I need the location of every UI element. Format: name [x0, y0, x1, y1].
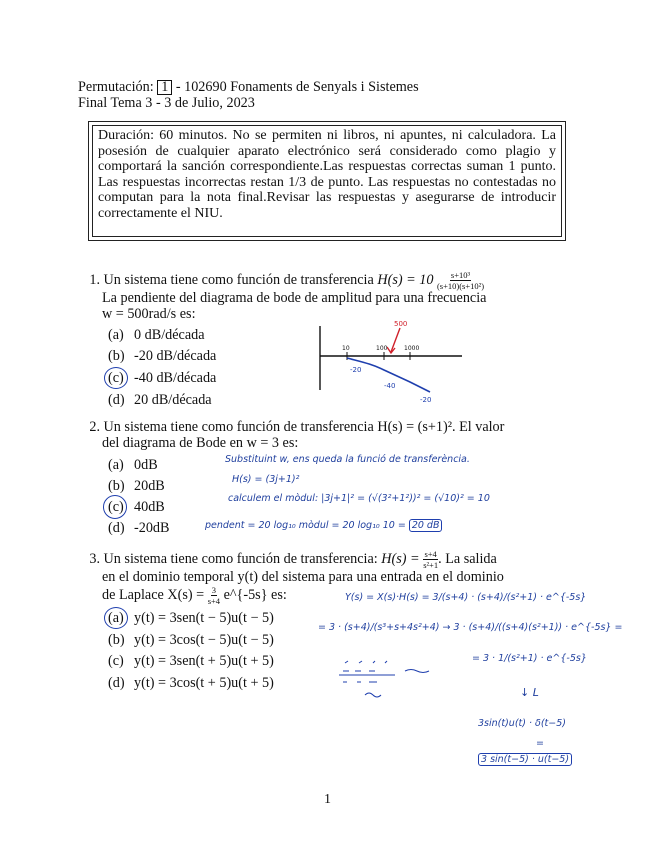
tf-numerator: s+4	[424, 549, 437, 559]
handwritten-note: = 3 · 1/(s²+1) · e^{-5s}	[472, 653, 587, 664]
handwritten-note: calculem el mòdul: |3j+1|² = (√(3²+1²))² = (√10)² = 10	[228, 493, 490, 504]
bode-sketch	[312, 318, 472, 404]
option-letter: (d)	[108, 675, 125, 691]
tf-numerator: s+10³	[450, 270, 471, 280]
sketch-slope-3: -20	[420, 396, 432, 404]
option-a[interactable]	[108, 457, 158, 473]
question-number: 1.	[89, 271, 100, 288]
option-b[interactable]	[108, 348, 216, 364]
option-d[interactable]	[108, 675, 274, 691]
option-text: -20dB	[134, 520, 170, 536]
option-letter: (d)	[108, 392, 125, 408]
x-fraction	[208, 585, 220, 606]
option-b[interactable]	[108, 478, 165, 494]
handwritten-boxed-answer: 3 sin(t−5) · u(t−5)	[478, 753, 572, 766]
option-a[interactable]	[108, 610, 274, 626]
option-text: -20 dB/década	[134, 348, 217, 364]
tf-denominator: s²+1	[423, 560, 439, 570]
question-text: e^{-5s} es:	[223, 586, 287, 603]
option-a[interactable]	[108, 327, 205, 343]
question-1	[78, 270, 484, 291]
question-text: de Laplace X(s) =	[102, 586, 205, 603]
tf-lhs: H(s) = 10	[377, 271, 434, 288]
sketch-label-100: 100	[376, 345, 388, 352]
handwritten-final-answer	[478, 754, 572, 765]
tf-fraction	[437, 270, 484, 291]
question-text: La pendiente del diagrama de bode de amplitud para una frecuencia	[102, 290, 487, 306]
question-text: del diagrama de Bode en w = 3 es:	[102, 435, 299, 451]
option-text: 0 dB/década	[134, 327, 205, 343]
option-letter: (c)	[108, 499, 124, 515]
exam-header-line1	[78, 79, 419, 95]
sketch-label-10: 10	[342, 345, 350, 352]
option-letter: (d)	[108, 520, 125, 536]
option-text: 40dB	[134, 499, 165, 515]
sketch-slope-1: -20	[350, 366, 362, 374]
instructions-box	[88, 121, 566, 241]
question-text: Un sistema tiene como función de transferencia:	[103, 550, 382, 567]
sketch-slope-2: -40	[384, 382, 396, 390]
question-text: . La salida	[438, 550, 497, 567]
sketch-label-1000: 1000	[404, 345, 420, 352]
option-d[interactable]	[108, 520, 169, 536]
handwritten-note: Substituint w, ens queda la funció de transferència.	[225, 454, 470, 465]
page-number: 1	[324, 792, 331, 807]
question-text-line3	[102, 585, 287, 606]
option-d[interactable]	[108, 392, 212, 408]
handwritten-note: H(s) = (3j+1)²	[232, 474, 300, 485]
option-letter: (c)	[108, 653, 124, 669]
question-text: Un sistema tiene como función de transferencia	[103, 271, 378, 288]
option-letter: (a)	[108, 610, 124, 626]
option-letter: (a)	[108, 327, 124, 343]
selected-answer-circle	[103, 495, 127, 519]
tf-denominator: (s+10)(s+10²)	[436, 281, 485, 291]
option-letter: (c)	[108, 370, 124, 386]
permutation-number: 1	[157, 80, 172, 95]
selected-answer-circle	[104, 607, 128, 629]
x-numerator: 3	[211, 585, 216, 595]
question-text: w = 500rad/s es:	[102, 306, 196, 322]
handwritten-note: =	[536, 738, 544, 749]
tf-fraction	[423, 549, 438, 570]
sketch-label-500: 500	[394, 320, 408, 328]
handwritten-note: 3sin(t)u(t) · δ(t−5)	[478, 718, 566, 729]
option-letter: (a)	[108, 457, 124, 473]
x-denominator: s+4	[207, 596, 221, 606]
option-text: y(t) = 3cos(t + 5)u(t + 5)	[134, 675, 274, 691]
handwritten-text: pendent = 20 log₁₀ mòdul = 20 log₁₀ 10 =	[205, 520, 406, 531]
scribbled-work	[335, 655, 465, 703]
question-2	[78, 419, 504, 435]
tf-lhs: H(s) =	[381, 550, 420, 567]
handwritten-note: = 3 · (s+4)/(s³+s+4s²+4) → 3 · (s+4)/((s+4)(s²+1)) · e^{-5s} =	[318, 622, 623, 633]
option-letter: (b)	[108, 348, 125, 364]
handwritten-note	[205, 520, 442, 531]
option-c[interactable]	[108, 653, 274, 669]
option-text: 20dB	[134, 478, 165, 494]
course-title: - 102690 Fonaments de Senyals i Sistemes	[175, 79, 419, 95]
option-text: y(t) = 3cos(t − 5)u(t − 5)	[134, 632, 274, 648]
option-text: 20 dB/década	[134, 392, 212, 408]
instructions-text: Duración: 60 minutos. No se permiten ni libros, ni apuntes, ni calculadora. La posesión de cualquier aparato electrónico será considerado como plagio y comportará la sanción correspondiente.Las respuestas correctas suman 1 punto. Las respuestas incorrectas restan 1/3 de punto. Las respuestas no contestadas no computan para la nota final.Revisar las respuestas y asegurarse de introducir correctamente el NIU.	[92, 125, 562, 237]
permutation-label: Permutación:	[78, 79, 154, 95]
option-text: y(t) = 3sen(t + 5)u(t + 5)	[134, 653, 274, 669]
handwritten-note: ↓ L	[520, 686, 539, 699]
question-number: 2.	[89, 419, 100, 435]
handwritten-note: Y(s) = X(s)·H(s) = 3/(s+4) · (s+4)/(s²+1) · e^{-5s}	[345, 592, 587, 603]
question-number: 3.	[89, 550, 100, 567]
exam-title: Final Tema 3 - 3 de Julio, 2023	[78, 95, 255, 111]
question-text: en el dominio temporal y(t) del sistema para una entrada en el dominio	[102, 569, 504, 585]
question-3	[78, 549, 497, 570]
option-letter: (b)	[108, 478, 125, 494]
option-b[interactable]	[108, 632, 274, 648]
option-letter: (b)	[108, 632, 125, 648]
option-text: -40 dB/década	[134, 370, 217, 386]
question-text: Un sistema tiene como función de transferencia H(s) = (s+1)². El valor	[103, 419, 505, 435]
option-text: 0dB	[134, 457, 158, 473]
option-text: y(t) = 3sen(t − 5)u(t − 5)	[134, 610, 274, 626]
selected-answer-circle	[104, 367, 128, 389]
handwritten-boxed-answer: 20 dB	[409, 519, 443, 532]
